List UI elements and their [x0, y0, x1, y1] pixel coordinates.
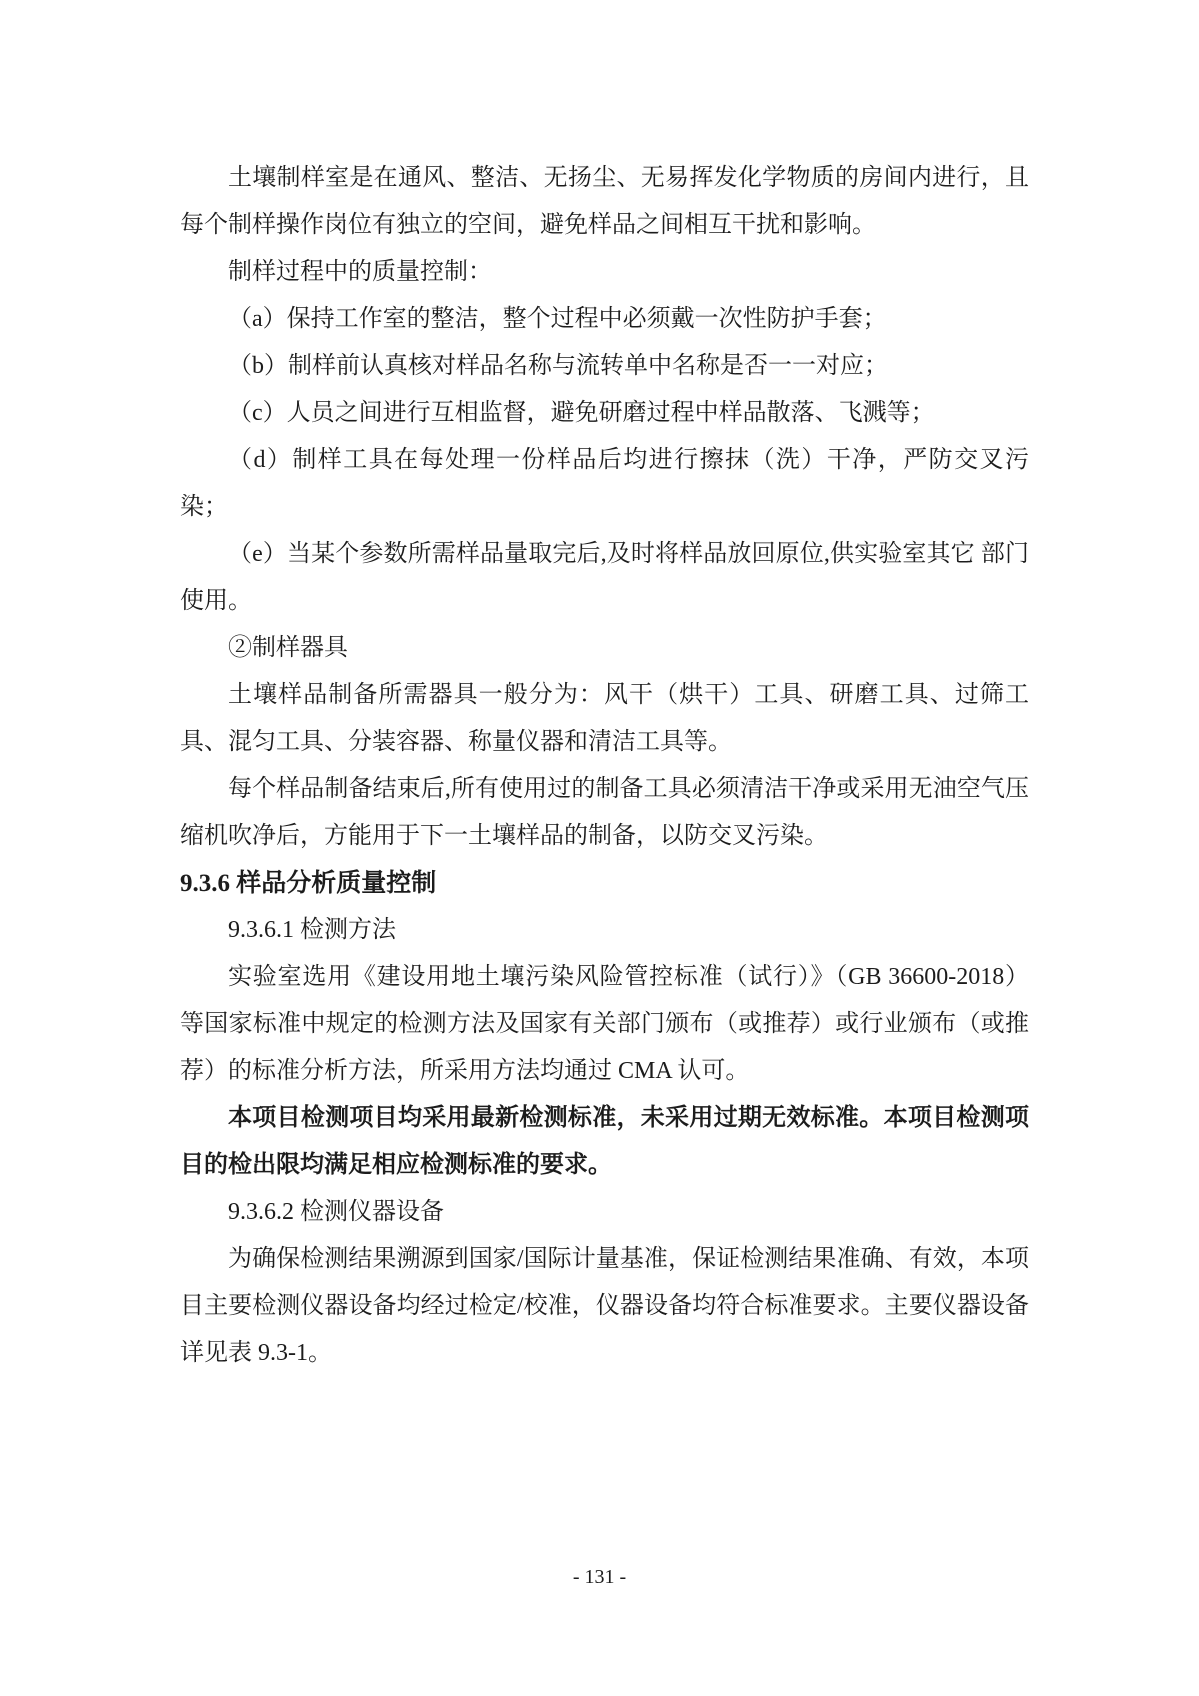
paragraph-instruments: 为确保检测结果溯源到国家/国际计量基准，保证检测结果准确、有效，本项目主要检测仪器设备均经过检定/校准，仪器设备均符合标准要求。主要仪器设备详见表 9.3-1。 [180, 1246, 1029, 1366]
section-heading-936: 9.3.6 样品分析质量控制 [180, 870, 437, 897]
subsection-heading-9361: 9.3.6.1 检测方法 [228, 917, 396, 943]
paragraph-detection-methods: 实验室选用《建设用地土壤污染风险管控标准（试行）》（GB 36600-2018）等国家标准中规定的检测方法及国家有关部门颁布（或推荐）或行业颁布（或推荐）的标准分析方法，所采用方法均通过 CMA 认可。 [180, 964, 1029, 1084]
subsection-heading-9362: 9.3.6.2 检测仪器设备 [228, 1199, 444, 1225]
list-item-a: （a）保持工作室的整洁，整个过程中必须戴一次性防护手套； [228, 306, 887, 332]
paragraph-tools-cleaning: 每个样品制备结束后,所有使用过的制备工具必须清洁干净或采用无油空气压缩机吹净后，方能用于下一土壤样品的制备，以防交叉污染。 [180, 776, 1029, 849]
page-number: - 131 - [572, 1566, 627, 1588]
list-item-b: （b）制样前认真核对样品名称与流转单中名称是否一一对应； [228, 353, 888, 379]
paragraph-tools-categories: 土壤样品制备所需器具一般分为：风干（烘干）工具、研磨工具、过筛工具、混匀工具、分装容器、称量仪器和清洁工具等。 [180, 682, 1029, 755]
document-body [180, 155, 1029, 1377]
list-item-c: （c）人员之间进行互相监督，避免研磨过程中样品散落、飞溅等； [228, 400, 935, 426]
paragraph-qc-intro: 制样过程中的质量控制： [228, 259, 492, 285]
paragraph-standards-emphasis: 本项目检测项目均采用最新检测标准，未采用过期无效标准。本项目检测项目的检出限均满足相应检测标准的要求。 [180, 1105, 1029, 1178]
list-item-d: （d）制样工具在每处理一份样品后均进行擦抹（洗）干净，严防交叉污染； [180, 447, 1029, 520]
paragraph-sample-tools-title: ②制样器具 [228, 635, 348, 661]
paragraph-soil-prep-room: 土壤制样室是在通风、整洁、无扬尘、无易挥发化学物质的房间内进行，且每个制样操作岗位有独立的空间，避免样品之间相互干扰和影响。 [180, 165, 1029, 238]
list-item-e: （e）当某个参数所需样品量取完后,及时将样品放回原位,供实验室其它 部门使用。 [180, 541, 1029, 614]
